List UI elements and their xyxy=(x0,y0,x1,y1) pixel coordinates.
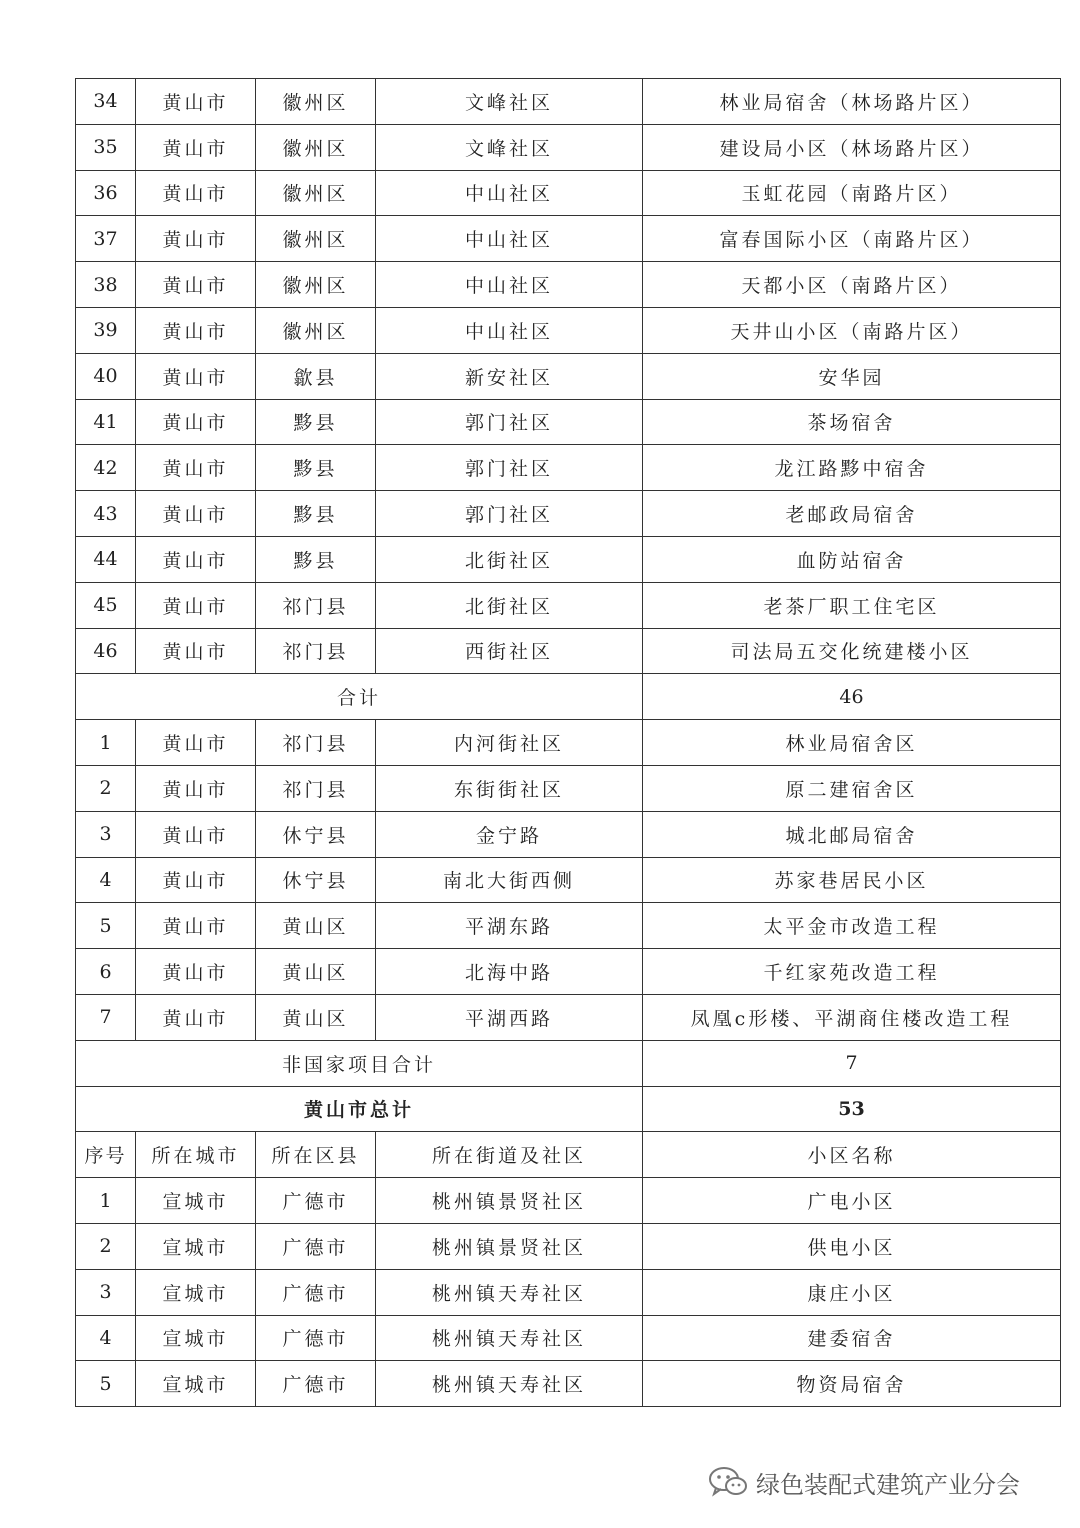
cell-city: 宣城市 xyxy=(136,1315,256,1361)
cell-county: 黟县 xyxy=(256,399,376,445)
table-row xyxy=(76,399,1061,445)
cell-estate: 富春国际小区（南路片区） xyxy=(643,216,1061,262)
cell-estate: 凤凰c形楼、平湖商住楼改造工程 xyxy=(643,994,1061,1040)
cell-community: 中山社区 xyxy=(376,216,643,262)
cell-estate: 物资局宿舍 xyxy=(643,1361,1061,1407)
cell-county: 徽州区 xyxy=(256,216,376,262)
cell-estate: 建委宿舍 xyxy=(643,1315,1061,1361)
cell-city: 宣城市 xyxy=(136,1269,256,1315)
table-row xyxy=(76,1315,1061,1361)
table-row xyxy=(76,1361,1061,1407)
cell-city: 黄山市 xyxy=(136,399,256,445)
cell-estate: 康庄小区 xyxy=(643,1269,1061,1315)
cell-city: 黄山市 xyxy=(136,216,256,262)
summary-label: 非国家项目合计 xyxy=(76,1040,643,1086)
cell-county: 黟县 xyxy=(256,536,376,582)
header-estate: 小区名称 xyxy=(643,1132,1061,1178)
table-row xyxy=(76,720,1061,766)
cell-index: 45 xyxy=(76,582,136,628)
cell-county: 徽州区 xyxy=(256,170,376,216)
cell-county: 徽州区 xyxy=(256,79,376,125)
table-row xyxy=(76,1178,1061,1224)
cell-community: 桃州镇景贤社区 xyxy=(376,1178,643,1224)
cell-county: 黄山区 xyxy=(256,903,376,949)
summary-value: 46 xyxy=(643,674,1061,720)
grand-total-row xyxy=(76,1086,1061,1132)
cell-city: 黄山市 xyxy=(136,857,256,903)
wechat-icon xyxy=(708,1465,748,1499)
table-row xyxy=(76,903,1061,949)
cell-community: 郭门社区 xyxy=(376,491,643,537)
cell-community: 桃州镇天寿社区 xyxy=(376,1269,643,1315)
cell-county: 徽州区 xyxy=(256,262,376,308)
cell-index: 42 xyxy=(76,445,136,491)
cell-city: 宣城市 xyxy=(136,1361,256,1407)
cell-county: 广德市 xyxy=(256,1269,376,1315)
cell-county: 休宁县 xyxy=(256,857,376,903)
cell-county: 徽州区 xyxy=(256,307,376,353)
summary-label: 黄山市总计 xyxy=(76,1086,643,1132)
community-table xyxy=(75,78,1061,1407)
cell-community: 西街社区 xyxy=(376,628,643,674)
cell-city: 黄山市 xyxy=(136,720,256,766)
summary-value: 7 xyxy=(643,1040,1061,1086)
cell-city: 黄山市 xyxy=(136,79,256,125)
cell-community: 中山社区 xyxy=(376,262,643,308)
table-row xyxy=(76,765,1061,811)
table-row xyxy=(76,445,1061,491)
cell-county: 广德市 xyxy=(256,1315,376,1361)
cell-index: 5 xyxy=(76,1361,136,1407)
cell-county: 祁门县 xyxy=(256,720,376,766)
cell-city: 黄山市 xyxy=(136,628,256,674)
cell-index: 34 xyxy=(76,79,136,125)
cell-index: 40 xyxy=(76,353,136,399)
cell-county: 黄山区 xyxy=(256,994,376,1040)
cell-index: 3 xyxy=(76,811,136,857)
cell-index: 41 xyxy=(76,399,136,445)
cell-community: 北街社区 xyxy=(376,582,643,628)
header-community: 所在街道及社区 xyxy=(376,1132,643,1178)
cell-county: 广德市 xyxy=(256,1361,376,1407)
cell-index: 2 xyxy=(76,1223,136,1269)
table-row xyxy=(76,262,1061,308)
cell-community: 桃州镇天寿社区 xyxy=(376,1361,643,1407)
cell-community: 郭门社区 xyxy=(376,445,643,491)
cell-index: 3 xyxy=(76,1269,136,1315)
cell-estate: 茶场宿舍 xyxy=(643,399,1061,445)
cell-community: 中山社区 xyxy=(376,307,643,353)
cell-estate: 天都小区（南路片区） xyxy=(643,262,1061,308)
cell-city: 宣城市 xyxy=(136,1223,256,1269)
cell-county: 祁门县 xyxy=(256,765,376,811)
cell-estate: 老邮政局宿舍 xyxy=(643,491,1061,537)
table-row xyxy=(76,1223,1061,1269)
cell-estate: 司法局五交化统建楼小区 xyxy=(643,628,1061,674)
cell-estate: 老茶厂职工住宅区 xyxy=(643,582,1061,628)
cell-community: 北海中路 xyxy=(376,949,643,995)
table-row xyxy=(76,216,1061,262)
cell-index: 36 xyxy=(76,170,136,216)
summary-value: 53 xyxy=(643,1086,1061,1132)
table-row xyxy=(76,307,1061,353)
watermark xyxy=(708,1462,1020,1502)
cell-index: 2 xyxy=(76,765,136,811)
cell-index: 7 xyxy=(76,994,136,1040)
cell-estate: 天井山小区（南路片区） xyxy=(643,307,1061,353)
table-row xyxy=(76,491,1061,537)
watermark-text: 绿色装配式建筑产业分会 xyxy=(756,1470,1020,1499)
table-row xyxy=(76,994,1061,1040)
cell-index: 46 xyxy=(76,628,136,674)
cell-community: 南北大街西侧 xyxy=(376,857,643,903)
cell-estate: 血防站宿舍 xyxy=(643,536,1061,582)
cell-community: 平湖东路 xyxy=(376,903,643,949)
cell-index: 35 xyxy=(76,124,136,170)
cell-index: 6 xyxy=(76,949,136,995)
cell-city: 黄山市 xyxy=(136,353,256,399)
cell-city: 黄山市 xyxy=(136,994,256,1040)
cell-index: 1 xyxy=(76,720,136,766)
cell-community: 内河街社区 xyxy=(376,720,643,766)
cell-city: 黄山市 xyxy=(136,811,256,857)
non-national-subtotal-row xyxy=(76,1040,1061,1086)
cell-city: 黄山市 xyxy=(136,536,256,582)
cell-city: 宣城市 xyxy=(136,1178,256,1224)
cell-index: 4 xyxy=(76,857,136,903)
cell-community: 东街街社区 xyxy=(376,765,643,811)
cell-estate: 林业局宿舍（林场路片区） xyxy=(643,79,1061,125)
table-row xyxy=(76,582,1061,628)
cell-city: 黄山市 xyxy=(136,307,256,353)
table-row xyxy=(76,811,1061,857)
cell-city: 黄山市 xyxy=(136,582,256,628)
cell-community: 中山社区 xyxy=(376,170,643,216)
table-row xyxy=(76,170,1061,216)
table-row xyxy=(76,353,1061,399)
cell-estate: 林业局宿舍区 xyxy=(643,720,1061,766)
cell-estate: 供电小区 xyxy=(643,1223,1061,1269)
subtotal-row xyxy=(76,674,1061,720)
cell-community: 金宁路 xyxy=(376,811,643,857)
summary-label: 合计 xyxy=(76,674,643,720)
cell-city: 黄山市 xyxy=(136,124,256,170)
cell-city: 黄山市 xyxy=(136,949,256,995)
table-row xyxy=(76,1269,1061,1315)
cell-estate: 安华园 xyxy=(643,353,1061,399)
cell-estate: 千红家苑改造工程 xyxy=(643,949,1061,995)
cell-community: 文峰社区 xyxy=(376,79,643,125)
header-county: 所在区县 xyxy=(256,1132,376,1178)
cell-index: 39 xyxy=(76,307,136,353)
table-row xyxy=(76,124,1061,170)
cell-community: 桃州镇天寿社区 xyxy=(376,1315,643,1361)
cell-index: 4 xyxy=(76,1315,136,1361)
header-city: 所在城市 xyxy=(136,1132,256,1178)
cell-index: 37 xyxy=(76,216,136,262)
cell-city: 黄山市 xyxy=(136,491,256,537)
cell-community: 郭门社区 xyxy=(376,399,643,445)
cell-estate: 建设局小区（林场路片区） xyxy=(643,124,1061,170)
cell-community: 平湖西路 xyxy=(376,994,643,1040)
cell-city: 黄山市 xyxy=(136,765,256,811)
cell-estate: 龙江路黟中宿舍 xyxy=(643,445,1061,491)
table-row xyxy=(76,628,1061,674)
table-row xyxy=(76,857,1061,903)
header-row xyxy=(76,1132,1061,1178)
cell-county: 黟县 xyxy=(256,491,376,537)
table-row xyxy=(76,536,1061,582)
cell-county: 徽州区 xyxy=(256,124,376,170)
cell-city: 黄山市 xyxy=(136,445,256,491)
cell-estate: 玉虹花园（南路片区） xyxy=(643,170,1061,216)
table-row xyxy=(76,79,1061,125)
cell-county: 祁门县 xyxy=(256,582,376,628)
cell-county: 歙县 xyxy=(256,353,376,399)
table-row xyxy=(76,949,1061,995)
cell-city: 黄山市 xyxy=(136,903,256,949)
cell-index: 44 xyxy=(76,536,136,582)
cell-county: 休宁县 xyxy=(256,811,376,857)
cell-county: 黟县 xyxy=(256,445,376,491)
cell-county: 祁门县 xyxy=(256,628,376,674)
cell-city: 黄山市 xyxy=(136,170,256,216)
header-index: 序号 xyxy=(76,1132,136,1178)
cell-community: 新安社区 xyxy=(376,353,643,399)
cell-index: 5 xyxy=(76,903,136,949)
cell-community: 北街社区 xyxy=(376,536,643,582)
cell-index: 1 xyxy=(76,1178,136,1224)
cell-county: 广德市 xyxy=(256,1178,376,1224)
cell-estate: 苏家巷居民小区 xyxy=(643,857,1061,903)
cell-estate: 广电小区 xyxy=(643,1178,1061,1224)
cell-community: 文峰社区 xyxy=(376,124,643,170)
cell-index: 43 xyxy=(76,491,136,537)
cell-index: 38 xyxy=(76,262,136,308)
cell-estate: 原二建宿舍区 xyxy=(643,765,1061,811)
cell-county: 广德市 xyxy=(256,1223,376,1269)
cell-county: 黄山区 xyxy=(256,949,376,995)
cell-estate: 太平金市改造工程 xyxy=(643,903,1061,949)
cell-community: 桃州镇景贤社区 xyxy=(376,1223,643,1269)
cell-city: 黄山市 xyxy=(136,262,256,308)
cell-estate: 城北邮局宿舍 xyxy=(643,811,1061,857)
